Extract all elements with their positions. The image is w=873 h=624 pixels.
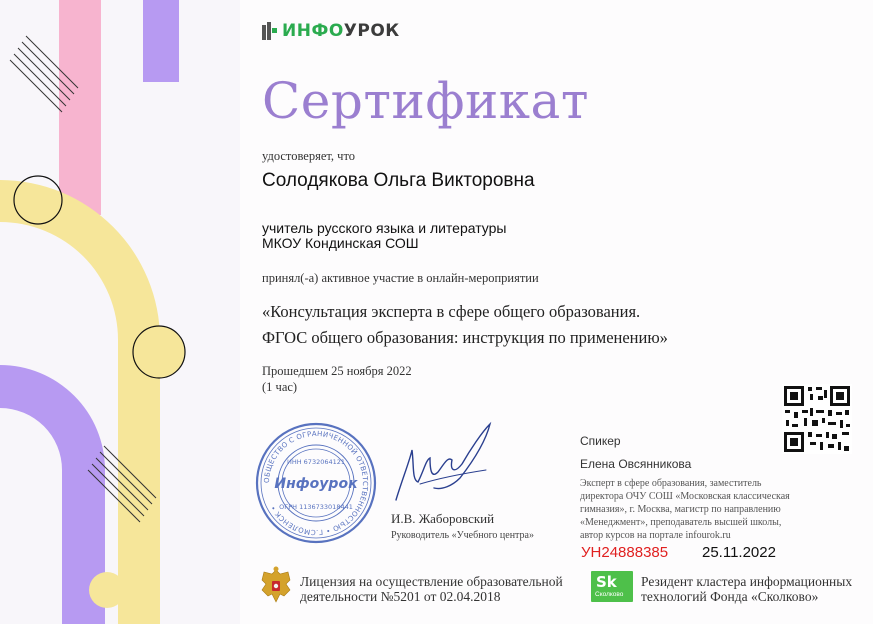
recipient-name: Солодякова Ольга Викторовна — [262, 170, 535, 191]
russian-emblem-icon — [258, 566, 294, 606]
stamp-ogrn: ОГРН 1136733018441 — [279, 503, 353, 511]
event-title-line2: ФГОС общего образования: инструкция по применению» — [262, 328, 668, 347]
qr-code-icon — [782, 384, 852, 454]
speaker-bio-line: гимназия», г. Москва, магистр по направлению — [580, 504, 781, 515]
speaker-label: Спикер — [580, 434, 621, 448]
event-date: Прошедшем 25 ноября 2022 — [262, 364, 412, 378]
skolkovo-logo-text: Sk — [596, 573, 617, 591]
certificate-title: Сертификат — [262, 72, 590, 130]
signer-role: Руководитель «Учебного центра» — [391, 530, 534, 541]
license-line1: Лицензия на осуществление образовательной — [300, 574, 563, 589]
certifies-text: удостоверяет, что — [262, 149, 356, 163]
skolkovo-line2: технологий Фонда «Сколково» — [641, 589, 819, 604]
speaker-name: Елена Овсянникова — [580, 457, 692, 471]
skolkovo-logo-icon — [591, 571, 633, 602]
speaker-bio-line: Эксперт в сфере образования, заместитель — [580, 478, 762, 489]
stamp-outer-text: ОБЩЕСТВО С ОГРАНИЧЕННОЙ ОТВЕТСТВЕННОСТЬЮ • Г.СМОЛЕНСК • — [262, 429, 370, 537]
participation-text: принял(-а) активное участие в онлайн-мероприятии — [262, 271, 539, 285]
speaker-bio — [580, 477, 790, 542]
organization-stamp — [254, 421, 378, 545]
infourok-logo — [262, 20, 400, 42]
logo-text-part1: ИНФО — [282, 21, 344, 41]
speaker-bio-line: директора ОЧУ СОШ «Московская классическая — [580, 491, 790, 502]
recipient-school: МКОУ Кондинская СОШ — [262, 235, 419, 251]
speaker-bio-line: автор курсов на портале infourok.ru — [580, 530, 731, 541]
decorative-pattern — [0, 0, 260, 624]
registration-number: УН24888385 — [581, 544, 669, 561]
signature — [390, 420, 500, 510]
stamp-inn: ИНН 6732064121 — [286, 458, 346, 466]
skolkovo-line1: Резидент кластера информационных — [641, 574, 853, 589]
event-duration: (1 час) — [262, 380, 298, 394]
registration-date: 25.11.2022 — [702, 544, 776, 561]
event-title-line1: «Консультация эксперта в сфере общего образования. — [262, 302, 641, 321]
license-line2: деятельности №5201 от 02.04.2018 — [300, 589, 501, 604]
skolkovo-logo-subtext: Сколково — [595, 591, 624, 598]
logo-mark-icon — [262, 22, 278, 40]
recipient-position: учитель русского языка и литературы — [262, 220, 507, 236]
stamp-center-text: Инфоурок — [274, 476, 358, 492]
signer-name: И.В. Жаборовский — [391, 511, 495, 526]
logo-text-part2: УРОК — [343, 21, 400, 41]
speaker-bio-line: «Менеджмент», преподаватель высшей школы, — [580, 517, 782, 528]
